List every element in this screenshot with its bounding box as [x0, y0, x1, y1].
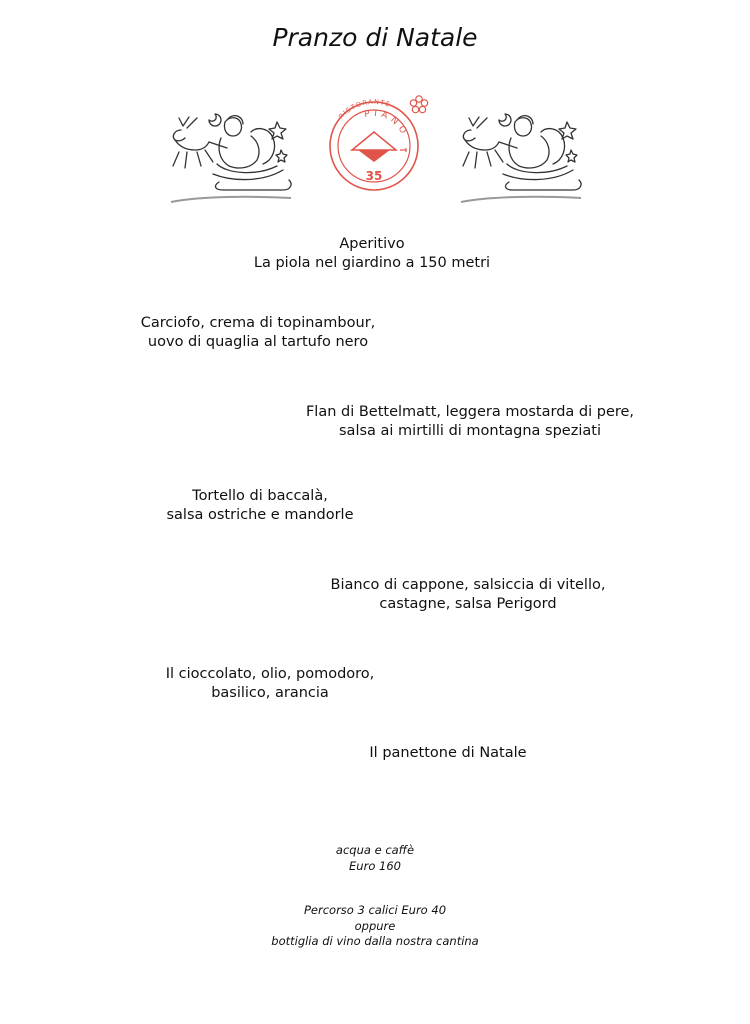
dish-line: Aperitivo — [339, 236, 405, 252]
dish-line: Carciofo, crema di topinambour, — [140, 315, 376, 331]
menu-course-3 — [110, 487, 410, 525]
dish-line: Il panettone di Natale — [369, 745, 527, 761]
michelin-flower-icon — [408, 94, 430, 116]
dish-line: Il cioccolato, olio, pomodoro, — [165, 666, 375, 682]
bottle-option: bottiglia di vino dalla nostra cantina — [271, 934, 479, 948]
santa-sleigh-reindeer-icon — [455, 112, 585, 208]
page-title: Pranzo di Natale — [272, 23, 478, 52]
menu-course-5 — [130, 665, 410, 703]
logo-name: PIANO — [363, 108, 410, 139]
price-block — [0, 843, 750, 874]
dish-line: Flan di Bettelmatt, leggera mostarda di pere, — [305, 404, 635, 420]
dish-line: basilico, arancia — [211, 685, 329, 701]
menu-course-6 — [340, 744, 556, 763]
menu-aperitivo — [200, 235, 544, 273]
dish-line: La piola nel giardino a 150 metri — [253, 255, 491, 271]
menu-course-2 — [270, 403, 670, 441]
water-coffee-note: acqua e caffè — [335, 843, 415, 857]
menu-course-4 — [300, 576, 636, 614]
menu-price: Euro 160 — [349, 858, 401, 873]
dish-line: salsa ostriche e mandorle — [166, 507, 354, 523]
wine-block — [0, 903, 750, 950]
wine-pairing: Percorso 3 calici Euro 40 — [303, 903, 447, 917]
menu-course-1 — [108, 314, 408, 352]
logo-number: 35 — [365, 169, 383, 183]
dish-line: castagne, salsa Perigord — [379, 596, 557, 612]
or-label: oppure — [354, 918, 396, 933]
santa-sleigh-reindeer-icon — [165, 112, 295, 208]
dish-line: Tortello di baccalà, — [192, 488, 328, 504]
dish-line: uovo di quaglia al tartufo nero — [147, 334, 369, 350]
logo-top-text: RISTORANTE — [337, 97, 392, 121]
dish-line: salsa ai mirtilli di montagna speziati — [339, 423, 601, 439]
dish-line: Bianco di cappone, salsiccia di vitello, — [330, 577, 606, 593]
